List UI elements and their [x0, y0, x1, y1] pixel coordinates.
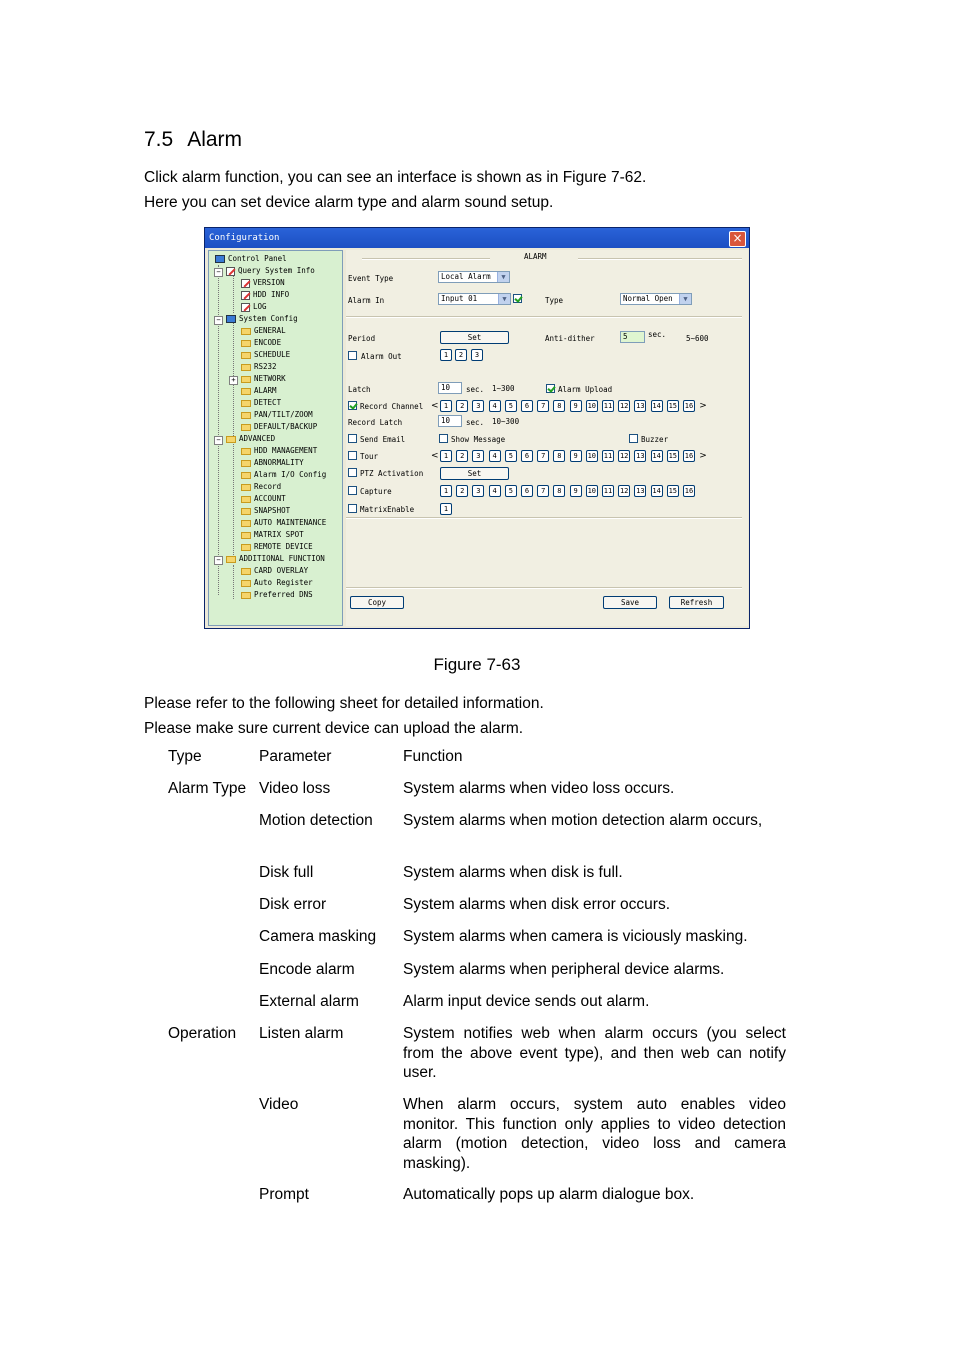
configuration-window	[204, 227, 750, 629]
row-type: Operation	[168, 1025, 237, 1042]
row-parameter: Encode alarm	[259, 961, 355, 978]
record-channel-9[interactable]: 9	[570, 400, 582, 412]
anti-dither-unit: sec.	[648, 330, 667, 339]
capture-channel-3[interactable]: 3	[472, 485, 484, 497]
send-email-checkbox[interactable]	[348, 434, 357, 443]
row-parameter: Camera masking	[259, 928, 377, 945]
tour-channel-5[interactable]: 5	[505, 450, 517, 462]
row-function: System notifies web when alarm occurs (you select from the above event type), and then web can notify user.	[403, 1025, 786, 1081]
window-titlebar	[205, 228, 749, 248]
alarm-in-label: Alarm In	[348, 296, 385, 305]
tree-node-version[interactable]: VERSION	[241, 277, 285, 289]
event-type-label: Event Type	[348, 274, 394, 283]
tour-channel-row	[431, 450, 707, 462]
tour-channel-9[interactable]: 9	[570, 450, 582, 462]
show-message-checkbox[interactable]	[439, 434, 448, 443]
collapse-icon[interactable]: −	[214, 316, 223, 325]
record-latch-unit: sec.	[466, 418, 485, 427]
record-channel-5[interactable]: 5	[505, 400, 517, 412]
tree-node-snapshot[interactable]: SNAPSHOT	[241, 505, 290, 517]
tree-node-account[interactable]: ACCOUNT	[241, 493, 286, 505]
tree-node-hdd-info[interactable]: HDD INFO	[241, 289, 289, 301]
folder-icon	[241, 388, 251, 395]
tree-node-detect[interactable]: DETECT	[241, 397, 281, 409]
folder-icon	[241, 448, 251, 455]
latch-input[interactable]: 10	[438, 382, 462, 394]
tour-channel-14[interactable]: 14	[652, 452, 661, 460]
capture-channel-row	[440, 485, 700, 497]
edit-icon	[241, 291, 250, 300]
tree-node-system-config[interactable]: System Config	[226, 313, 298, 325]
row-parameter: Disk full	[259, 864, 314, 881]
record-channel-4[interactable]: 4	[489, 400, 501, 412]
record-channel-14[interactable]: 14	[652, 402, 661, 410]
capture-channel-8[interactable]: 8	[553, 485, 565, 497]
record-channel-2[interactable]: 2	[456, 400, 468, 412]
record-channel-12[interactable]: 12	[619, 402, 629, 410]
tour-channel-2[interactable]: 2	[456, 450, 468, 462]
record-latch-range: 10~300	[492, 417, 520, 426]
copy-button[interactable]: Copy	[350, 596, 404, 609]
alarm-upload-label: Alarm Upload	[558, 385, 613, 394]
folder-icon	[241, 544, 251, 551]
folder-icon	[241, 340, 251, 347]
tour-channel-15[interactable]: 15	[668, 452, 678, 460]
capture-channel-1[interactable]: 1	[440, 485, 452, 497]
expand-icon[interactable]: +	[229, 376, 238, 385]
intro-line-1: Click alarm function, you can see an interface is shown as in Figure 7-62.	[144, 169, 647, 186]
record-channel-8[interactable]: 8	[553, 400, 565, 412]
record-channel-1[interactable]: 1	[440, 400, 452, 412]
capture-channel-12[interactable]: 12	[619, 487, 629, 495]
buzzer-label: Buzzer	[641, 435, 669, 444]
record-scroll-right-icon[interactable]: >	[699, 401, 707, 411]
type-label: Type	[545, 296, 564, 305]
tree-node-pan-tilt-zoom[interactable]: PAN/TILT/ZOOM	[241, 409, 313, 421]
tree-node-rs232[interactable]: RS232	[241, 361, 277, 373]
capture-channel-6[interactable]: 6	[521, 485, 533, 497]
matrix-channel-1[interactable]: 1	[440, 503, 452, 515]
matrix-enable-checkbox[interactable]	[348, 504, 357, 513]
section-heading	[144, 128, 242, 152]
tour-channel-10[interactable]: 10	[587, 452, 597, 460]
alarm-in-select[interactable]: Input 01 ▼	[438, 293, 511, 305]
row-parameter: Prompt	[259, 1186, 309, 1203]
record-channel-row	[431, 400, 707, 412]
tree-node-control-panel[interactable]: Control Panel	[215, 253, 287, 265]
alarm-out-label: Alarm Out	[361, 352, 402, 361]
capture-channel-11[interactable]: 11	[603, 487, 613, 495]
send-email-label: Send Email	[360, 435, 406, 444]
tree-node-log[interactable]: LOG	[241, 301, 267, 313]
tree-node-advanced[interactable]: ADVANCED	[226, 433, 275, 445]
tree-node-schedule[interactable]: SCHEDULE	[241, 349, 290, 361]
type-select[interactable]: Normal Open ▼	[620, 293, 692, 305]
control-panel-icon	[215, 255, 225, 263]
folder-icon	[241, 412, 251, 419]
capture-channel-16[interactable]: 16	[684, 487, 694, 495]
window-title: Configuration	[209, 233, 280, 243]
alarm-out-checkbox[interactable]	[348, 351, 357, 360]
record-channel-3[interactable]: 3	[472, 400, 484, 412]
record-channel-15[interactable]: 15	[668, 402, 678, 410]
row-parameter: Listen alarm	[259, 1025, 344, 1042]
row-parameter: Motion detection	[259, 812, 373, 829]
collapse-icon[interactable]: −	[214, 268, 223, 277]
folder-icon	[241, 424, 251, 431]
tour-checkbox[interactable]	[348, 451, 357, 460]
row-function: System alarms when motion detection alarm occurs,	[403, 812, 763, 829]
ptz-set-button[interactable]: Set	[440, 467, 509, 480]
record-latch-label: Record Latch	[348, 418, 403, 427]
capture-channel-14[interactable]: 14	[652, 487, 661, 495]
tour-channel-16[interactable]: 16	[684, 452, 694, 460]
tree-node-alarm[interactable]: ALARM	[241, 385, 277, 397]
tree-node-card-overlay[interactable]: CARD OVERLAY	[241, 565, 308, 577]
tour-channel-1[interactable]: 1	[440, 450, 452, 462]
capture-channel-15[interactable]: 15	[668, 487, 678, 495]
chevron-down-icon: ▼	[679, 294, 691, 304]
tree-node-matrix-spot[interactable]: MATRIX SPOT	[241, 529, 304, 541]
ptz-activation-label: PTZ Activation	[360, 469, 424, 478]
row-function: System alarms when camera is viciously masking.	[403, 928, 748, 945]
header-type: Type	[168, 748, 202, 765]
row-function: System alarms when disk is full.	[403, 864, 623, 881]
event-type-select[interactable]: Local Alarm ▼	[438, 271, 510, 283]
section-title: Alarm	[187, 128, 243, 151]
tour-channel-7[interactable]: 7	[537, 450, 549, 462]
record-channel-16[interactable]: 16	[684, 402, 694, 410]
tree-node-query-system-info[interactable]: Query System Info	[226, 265, 315, 277]
row-parameter: Video	[259, 1096, 299, 1113]
record-channel-checkbox[interactable]	[348, 401, 357, 410]
row-function: Alarm input device sends out alarm.	[403, 993, 650, 1010]
folder-icon	[241, 352, 251, 359]
tree-node-abnormality[interactable]: ABNORMALITY	[241, 457, 304, 469]
tree-node-remote-device[interactable]: REMOTE DEVICE	[241, 541, 313, 553]
folder-icon	[241, 592, 251, 599]
tree-node-encode[interactable]: ENCODE	[241, 337, 281, 349]
folder-icon	[241, 520, 251, 527]
folder-icon	[241, 496, 251, 503]
folder-icon	[241, 328, 251, 335]
tree-node-auto-register[interactable]: Auto Register	[241, 577, 313, 589]
folder-icon	[241, 460, 251, 467]
tour-scroll-left-icon[interactable]: <	[431, 451, 439, 461]
tour-channel-11[interactable]: 11	[603, 452, 613, 460]
edit-icon	[226, 267, 235, 276]
tree-node-record[interactable]: Record	[241, 481, 281, 493]
tree-node-hdd-management[interactable]: HDD MANAGEMENT	[241, 445, 317, 457]
record-channel-13[interactable]: 13	[636, 402, 645, 410]
folder-icon	[241, 532, 251, 539]
chevron-down-icon: ▼	[497, 272, 509, 282]
tree-node-default-backup[interactable]: DEFAULT/BACKUP	[241, 421, 317, 433]
folder-icon	[241, 472, 251, 479]
collapse-icon[interactable]: −	[214, 436, 223, 445]
tree-node-preferred-dns[interactable]: Preferred DNS	[241, 589, 313, 601]
alarm-panel	[346, 250, 748, 626]
row-function: When alarm occurs, system auto enables video monitor. This function only applies to video detection alarm (motion detection, video loss and camera masking).	[403, 1096, 786, 1172]
tree-node-auto-maintenance[interactable]: AUTO MAINTENANCE	[241, 517, 326, 529]
figure-caption: Figure 7-63	[433, 655, 521, 674]
tree-node-additional-function[interactable]: ADDITIONAL FUNCTION	[226, 553, 325, 565]
edit-icon	[241, 303, 250, 312]
record-channel-label: Record Channel	[360, 402, 424, 411]
collapse-icon[interactable]: −	[214, 556, 223, 565]
note-line-2: Please make sure current device can upload the alarm.	[144, 720, 524, 737]
capture-checkbox[interactable]	[348, 486, 357, 495]
row-parameter: Video loss	[259, 780, 331, 797]
alarm-out-channel-3[interactable]: 3	[471, 349, 483, 361]
row-function: System alarms when video loss occurs.	[403, 780, 675, 797]
tour-channel-3[interactable]: 3	[472, 450, 484, 462]
row-parameter: Disk error	[259, 896, 327, 913]
note-line-1: Please refer to the following sheet for detailed information.	[144, 695, 544, 712]
record-channel-11[interactable]: 11	[603, 402, 613, 410]
refresh-button[interactable]: Refresh	[669, 596, 724, 609]
advanced-icon	[226, 436, 236, 443]
tour-channel-6[interactable]: 6	[521, 450, 533, 462]
config-tree	[208, 250, 343, 626]
record-channel-10[interactable]: 10	[587, 402, 597, 410]
section-number: 7.5	[144, 128, 174, 151]
alarm-in-enable-checkbox[interactable]	[513, 294, 522, 303]
buzzer-checkbox[interactable]	[629, 434, 638, 443]
folder-icon	[241, 376, 251, 383]
capture-channel-5[interactable]: 5	[505, 485, 517, 497]
folder-icon	[226, 556, 236, 563]
latch-unit: sec.	[466, 385, 485, 394]
tree-node-alarm-io-config[interactable]: Alarm I/O Config	[241, 469, 326, 481]
folder-icon	[241, 364, 251, 371]
anti-dither-range: 5~600	[686, 334, 709, 343]
folder-icon	[241, 508, 251, 515]
capture-channel-13[interactable]: 13	[636, 487, 645, 495]
folder-icon	[241, 568, 251, 575]
tree-node-network[interactable]: NETWORK	[241, 373, 286, 385]
ptz-activation-checkbox[interactable]	[348, 468, 357, 477]
show-message-label: Show Message	[451, 435, 506, 444]
folder-icon	[241, 400, 251, 407]
capture-channel-10[interactable]: 10	[587, 487, 597, 495]
anti-dither-input[interactable]: 5	[620, 331, 645, 343]
capture-channel-2[interactable]: 2	[456, 485, 468, 497]
close-button[interactable]: ×	[729, 231, 746, 247]
tour-channel-4[interactable]: 4	[489, 450, 501, 462]
record-channel-6[interactable]: 6	[521, 400, 533, 412]
header-parameter: Parameter	[259, 748, 332, 765]
tour-channel-12[interactable]: 12	[619, 452, 629, 460]
record-latch-input[interactable]: 10	[438, 415, 462, 427]
edit-icon	[241, 279, 250, 288]
header-function: Function	[403, 748, 463, 765]
tree-node-general[interactable]: GENERAL	[241, 325, 286, 337]
save-button[interactable]: Save	[603, 596, 657, 609]
folder-icon	[241, 484, 251, 491]
capture-label: Capture	[360, 487, 392, 496]
capture-channel-7[interactable]: 7	[537, 485, 549, 497]
alarm-out-channel-1[interactable]: 1	[440, 349, 452, 361]
record-channel-7[interactable]: 7	[537, 400, 549, 412]
tour-scroll-right-icon[interactable]: >	[699, 451, 707, 461]
intro-line-2: Here you can set device alarm type and alarm sound setup.	[144, 194, 554, 211]
capture-channel-9[interactable]: 9	[570, 485, 582, 497]
anti-dither-label: Anti-dither	[545, 334, 595, 343]
tour-channel-13[interactable]: 13	[636, 452, 645, 460]
row-type: Alarm Type	[168, 780, 247, 797]
latch-label: Latch	[348, 385, 371, 394]
tour-label: Tour	[360, 452, 379, 461]
alarm-upload-checkbox[interactable]	[546, 384, 555, 393]
folder-icon	[241, 580, 251, 587]
row-function: System alarms when disk error occurs.	[403, 896, 671, 913]
latch-range: 1~300	[492, 384, 515, 393]
alarm-out-channel-2[interactable]: 2	[455, 349, 467, 361]
row-function: System alarms when peripheral device alarms.	[403, 961, 725, 978]
panel-header: ALARM	[524, 252, 547, 261]
matrix-enable-label: MatrixEnable	[360, 505, 415, 514]
record-scroll-left-icon[interactable]: <	[431, 401, 439, 411]
row-parameter: External alarm	[259, 993, 359, 1010]
tour-channel-8[interactable]: 8	[553, 450, 565, 462]
period-set-button[interactable]: Set	[440, 331, 509, 344]
capture-channel-4[interactable]: 4	[489, 485, 501, 497]
system-config-icon	[226, 315, 236, 323]
row-function: Automatically pops up alarm dialogue box.	[403, 1186, 695, 1203]
period-label: Period	[348, 334, 376, 343]
chevron-down-icon: ▼	[498, 294, 510, 304]
